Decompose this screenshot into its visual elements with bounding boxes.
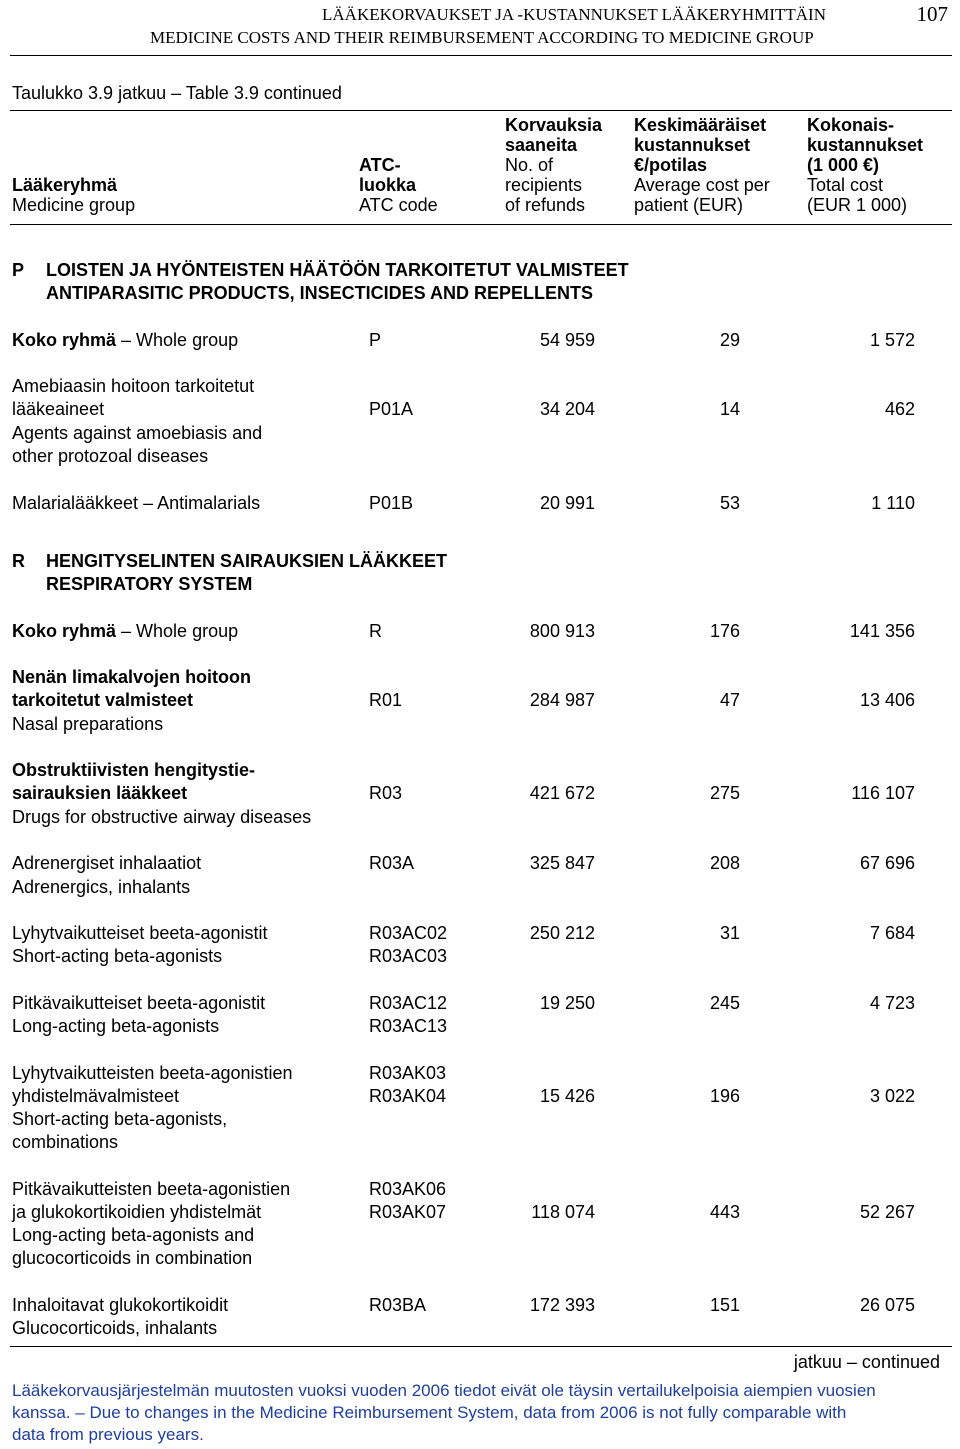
row-label-line3: Nasal preparations: [12, 714, 164, 734]
header-bottom-rule: [10, 224, 952, 225]
row-label-line2: tarkoitetut valmisteet: [12, 690, 194, 710]
row-avg-cost: 208: [709, 853, 740, 873]
row-label-line2: lääkeaineet: [12, 399, 105, 419]
row-label-line1: Lyhytvaikutteiset beeta-agonistit: [12, 923, 268, 943]
footnote-line2: kanssa. – Due to changes in the Medicine Reimbursement System, data from 2006 is not fully comparable with: [12, 1403, 847, 1422]
row-label-fi: Koko ryhmä: [12, 330, 117, 350]
row-recipients: 19 250: [539, 993, 595, 1013]
row-label-line2: yhdistelmävalmisteet: [12, 1086, 180, 1106]
col-tot-en1: Total cost: [807, 175, 884, 195]
row-label-line4: combinations: [12, 1132, 119, 1152]
row-atc-1: R03AK06: [369, 1179, 447, 1199]
col-avg-en2: patient (EUR): [634, 195, 744, 215]
continued-note: jatkuu – continued: [793, 1352, 940, 1372]
row-avg-cost: 275: [709, 783, 740, 803]
row-label-en: – Whole group: [116, 621, 239, 641]
row-recipients: 250 212: [529, 923, 595, 943]
row-atc-1: R03AC12: [369, 993, 448, 1013]
row-recipients: 15 426: [539, 1086, 595, 1106]
row-atc: P: [369, 330, 382, 350]
row-atc: R03BA: [369, 1295, 427, 1315]
row-avg-cost: 443: [709, 1202, 740, 1222]
row-total-cost: 462: [884, 399, 915, 419]
row-label-fi: Koko ryhmä: [12, 621, 117, 641]
col-avg-en1: Average cost per: [634, 175, 770, 195]
row-recipients: 325 847: [529, 853, 595, 873]
col-rec-fi2: saaneita: [505, 135, 578, 155]
row-recipients: 118 074: [531, 1202, 595, 1222]
col-atc-fi2: luokka: [359, 175, 417, 195]
row-atc: P01B: [369, 493, 414, 513]
row-recipients: 800 913: [529, 621, 595, 641]
row-label-line1: Pitkävaikutteiset beeta-agonistit: [12, 993, 266, 1013]
section-letter-r: R: [12, 551, 25, 571]
row-recipients: 421 672: [529, 783, 595, 803]
row-total-cost: 52 267: [859, 1202, 915, 1222]
row-label-line1: Lyhytvaikutteisten beeta-agonistien: [12, 1063, 293, 1083]
row-atc: P01A: [369, 399, 414, 419]
row-label-line2: Adrenergics, inhalants: [12, 877, 191, 897]
row-recipients: 54 959: [539, 330, 595, 350]
row-label-line3: Short-acting beta-agonists,: [12, 1109, 228, 1129]
row-label-line2: ja glukokortikoidien yhdistelmät: [12, 1202, 262, 1222]
row-avg-cost: 151: [709, 1295, 740, 1315]
col-group-en: Medicine group: [12, 195, 136, 215]
row-atc: R: [369, 621, 382, 641]
row-label-line2: sairauksien lääkkeet: [12, 783, 188, 803]
section-title-fi-r: HENGITYSELINTEN SAIRAUKSIEN LÄÄKKEET: [46, 551, 448, 571]
page-number: 107: [916, 2, 948, 26]
row-atc-2: R03AC03: [369, 946, 448, 966]
row-label: Malarialääkkeet – Antimalarials: [12, 493, 261, 513]
row-recipients: 34 204: [539, 399, 595, 419]
table-top-rule: [10, 110, 952, 111]
section-title-fi-p: LOISTEN JA HYÖNTEISTEN HÄÄTÖÖN TARKOITETUT VALMISTEET: [46, 260, 629, 280]
row-label: [12, 620, 238, 643]
row-label-line1: Obstruktiivisten hengitystie-: [12, 760, 256, 780]
row-total-cost: 13 406: [859, 690, 915, 710]
col-rec-en1: No. of: [505, 155, 554, 175]
col-rec-en3: of refunds: [505, 195, 586, 215]
row-avg-cost: 53: [719, 493, 740, 513]
row-label-line1: Amebiaasin hoitoon tarkoitetut: [12, 376, 255, 396]
running-header-fi: LÄÄKEKORVAUKSET JA -KUSTANNUKSET LÄÄKERYHMITTÄIN: [322, 5, 826, 24]
row-avg-cost: 196: [709, 1086, 740, 1106]
row-label-line4: glucocorticoids in combination: [12, 1248, 253, 1268]
table-caption: Taulukko 3.9 jatkuu – Table 3.9 continued: [12, 83, 342, 103]
table-bottom-rule: [10, 1346, 952, 1347]
row-total-cost: 3 022: [869, 1086, 915, 1106]
col-tot-fi1: Kokonais-: [807, 115, 895, 135]
running-header-en: MEDICINE COSTS AND THEIR REIMBURSEMENT ACCORDING TO MEDICINE GROUP: [150, 28, 814, 47]
row-label: [12, 329, 238, 352]
row-label-line1: Pitkävaikutteisten beeta-agonistien: [12, 1179, 291, 1199]
section-letter-p: P: [12, 260, 25, 280]
row-avg-cost: 47: [719, 690, 740, 710]
col-tot-fi3: (1 000 €): [807, 155, 880, 175]
col-tot-fi2: kustannukset: [807, 135, 924, 155]
row-atc-1: R03AC02: [369, 923, 448, 943]
row-recipients: 284 987: [529, 690, 595, 710]
row-total-cost: 1 110: [871, 493, 915, 513]
row-label-line2: Glucocorticoids, inhalants: [12, 1318, 218, 1338]
col-atc-en: ATC code: [359, 195, 438, 215]
row-avg-cost: 176: [709, 621, 740, 641]
row-atc: R01: [369, 690, 403, 710]
col-avg-fi2: kustannukset: [634, 135, 751, 155]
col-atc-fi1: ATC-: [359, 155, 401, 175]
col-avg-fi3: €/potilas: [634, 155, 708, 175]
row-label-line4: other protozoal diseases: [12, 446, 209, 466]
col-rec-fi1: Korvauksia: [505, 115, 603, 135]
col-rec-en2: recipients: [505, 175, 583, 195]
row-total-cost: 7 684: [869, 923, 915, 943]
row-avg-cost: 29: [719, 330, 740, 350]
col-tot-en2: (EUR 1 000): [807, 195, 908, 215]
row-label-line3: Agents against amoebiasis and: [12, 423, 263, 443]
row-recipients: 20 991: [539, 493, 595, 513]
row-atc-2: R03AK07: [369, 1202, 447, 1222]
row-recipients: 172 393: [529, 1295, 595, 1315]
footnote-line1: Lääkekorvausjärjestelmän muutosten vuoksi vuoden 2006 tiedot eivät ole täysin vertailukelpoisia aiempien vuosien: [12, 1381, 876, 1400]
row-total-cost: 116 107: [851, 783, 915, 803]
row-avg-cost: 245: [709, 993, 740, 1013]
section-title-en-r: RESPIRATORY SYSTEM: [46, 574, 253, 594]
row-label-line1: Adrenergiset inhalaatiot: [12, 853, 202, 873]
row-total-cost: 1 572: [869, 330, 915, 350]
row-atc: R03A: [369, 853, 415, 873]
row-atc: R03: [369, 783, 403, 803]
row-label-line2: Long-acting beta-agonists: [12, 1016, 220, 1036]
row-avg-cost: 14: [719, 399, 740, 419]
footnote-line3: data from previous years.: [12, 1425, 204, 1444]
row-atc-2: R03AK04: [369, 1086, 447, 1106]
row-label-line1: Inhaloitavat glukokortikoidit: [12, 1295, 229, 1315]
row-label-en: – Whole group: [116, 330, 239, 350]
row-label-line3: Long-acting beta-agonists and: [12, 1225, 255, 1245]
row-total-cost: 141 356: [849, 621, 915, 641]
row-label-line2: Short-acting beta-agonists: [12, 946, 223, 966]
row-avg-cost: 31: [719, 923, 740, 943]
section-title-en-p: ANTIPARASITIC PRODUCTS, INSECTICIDES AND REPELLENTS: [46, 283, 594, 303]
row-total-cost: 4 723: [869, 993, 915, 1013]
header-rule: [10, 55, 952, 56]
row-label-line1: Nenän limakalvojen hoitoon: [12, 667, 252, 687]
row-atc-1: R03AK03: [369, 1063, 447, 1083]
row-label-line3: Drugs for obstructive airway diseases: [12, 807, 312, 827]
row-atc-2: R03AC13: [369, 1016, 448, 1036]
row-total-cost: 26 075: [859, 1295, 915, 1315]
col-group-fi: Lääkeryhmä: [12, 175, 118, 195]
col-avg-fi1: Keskimääräiset: [634, 115, 767, 135]
row-total-cost: 67 696: [859, 853, 915, 873]
